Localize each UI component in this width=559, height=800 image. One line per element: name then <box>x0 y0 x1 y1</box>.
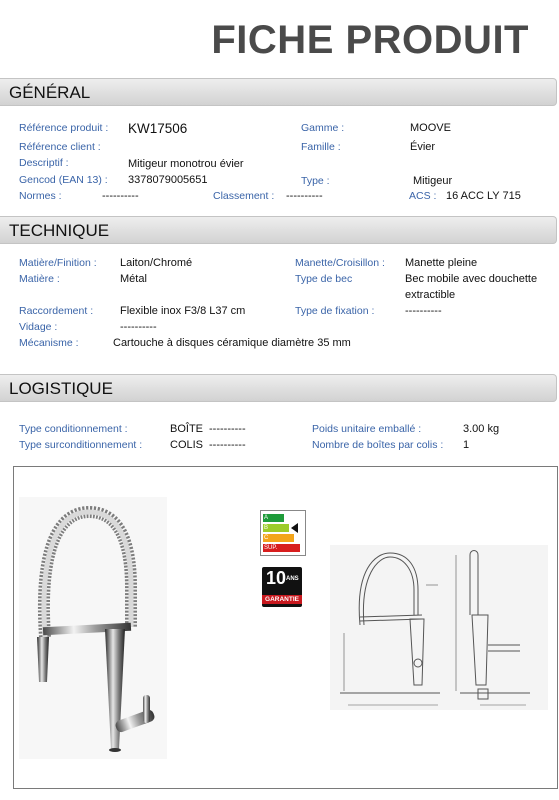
section-technique-bar <box>0 216 557 244</box>
bec-label: Type de bec <box>295 273 353 285</box>
gencod-value: 3378079005651 <box>128 174 208 186</box>
descriptif-label: Descriptif : <box>19 157 69 169</box>
product-images-frame <box>13 466 558 789</box>
warranty-unit: ANS <box>286 576 299 582</box>
classement-value: ---------- <box>286 190 323 202</box>
section-general-title: GÉNÉRAL <box>9 83 91 102</box>
bec-value-line1: Bec mobile avec douchette <box>405 273 538 285</box>
boites-value: 1 <box>463 439 470 451</box>
cond-value: BOÎTE <box>170 423 204 435</box>
descriptif-value: Mitigeur monotrou évier <box>128 158 244 170</box>
fixation-value: ---------- <box>405 305 442 317</box>
matiere-value: Métal <box>120 273 147 285</box>
famille-value: Évier <box>410 141 436 153</box>
poids-label: Poids unitaire emballé : <box>312 423 422 435</box>
surcond-dash: ---------- <box>209 439 246 451</box>
raccordement-label: Raccordement : <box>19 305 94 317</box>
warranty-number: 10 <box>266 568 287 588</box>
normes-label: Normes : <box>19 190 62 202</box>
energy-indicator-arrow-icon <box>291 523 298 533</box>
surcond-value: COLIS <box>170 439 204 451</box>
normes-value: ---------- <box>102 190 139 202</box>
cond-label: Type conditionnement : <box>19 423 128 435</box>
mecanisme-label: Mécanisme : <box>19 337 79 349</box>
gamme-value: MOOVE <box>410 122 451 134</box>
warranty-text: GARANTIE <box>262 595 302 604</box>
poids-value: 3.00 kg <box>463 423 500 435</box>
ref-client-label: Référence client : <box>19 141 101 153</box>
acs-label: ACS : <box>409 190 437 202</box>
energy-bar-c: C <box>263 534 294 542</box>
technical-drawing <box>330 545 548 710</box>
acs-value: 16 ACC LY 715 <box>446 190 521 202</box>
gamme-label: Gamme : <box>301 122 345 134</box>
raccordement-value: Flexible inox F3/8 L37 cm <box>120 305 246 317</box>
fixation-label: Type de fixation : <box>295 305 375 317</box>
matiere-label: Matière : <box>19 273 60 285</box>
type-value: Mitigeur <box>413 175 453 187</box>
page-title: FICHE PRODUIT <box>211 18 529 62</box>
surcond-label: Type surconditionnement : <box>19 439 143 451</box>
energy-bar-b: B <box>263 524 289 532</box>
ref-produit-label: Référence produit : <box>19 122 109 134</box>
section-logistique-title: LOGISTIQUE <box>9 379 113 398</box>
classement-label: Classement : <box>213 190 275 202</box>
vidage-value: ---------- <box>120 321 157 333</box>
cond-dash: ---------- <box>209 423 246 435</box>
bec-value-line2: extractible <box>405 289 456 301</box>
type-label: Type : <box>301 175 330 187</box>
section-technique-title: TECHNIQUE <box>9 221 110 240</box>
section-logistique-bar <box>0 374 557 402</box>
matiere-finition-label: Matière/Finition : <box>19 257 97 269</box>
famille-label: Famille : <box>301 141 341 153</box>
section-general-bar <box>0 78 557 106</box>
faucet-photo <box>19 497 167 759</box>
manette-label: Manette/Croisillon : <box>295 257 385 269</box>
energy-class-label <box>260 510 306 556</box>
mecanisme-value: Cartouche à disques céramique diamètre 35 mm <box>113 337 351 349</box>
manette-value: Manette pleine <box>405 257 478 269</box>
vidage-label: Vidage : <box>19 321 58 333</box>
matiere-finition-value: Laiton/Chromé <box>120 257 193 269</box>
energy-bar-a: A <box>263 514 284 522</box>
gencod-label: Gencod (EAN 13) : <box>19 174 108 186</box>
energy-bar-sup: SUP. <box>263 544 300 552</box>
boites-label: Nombre de boîtes par colis : <box>312 439 444 451</box>
warranty-badge <box>262 567 302 607</box>
ref-produit-value: KW17506 <box>128 121 188 136</box>
